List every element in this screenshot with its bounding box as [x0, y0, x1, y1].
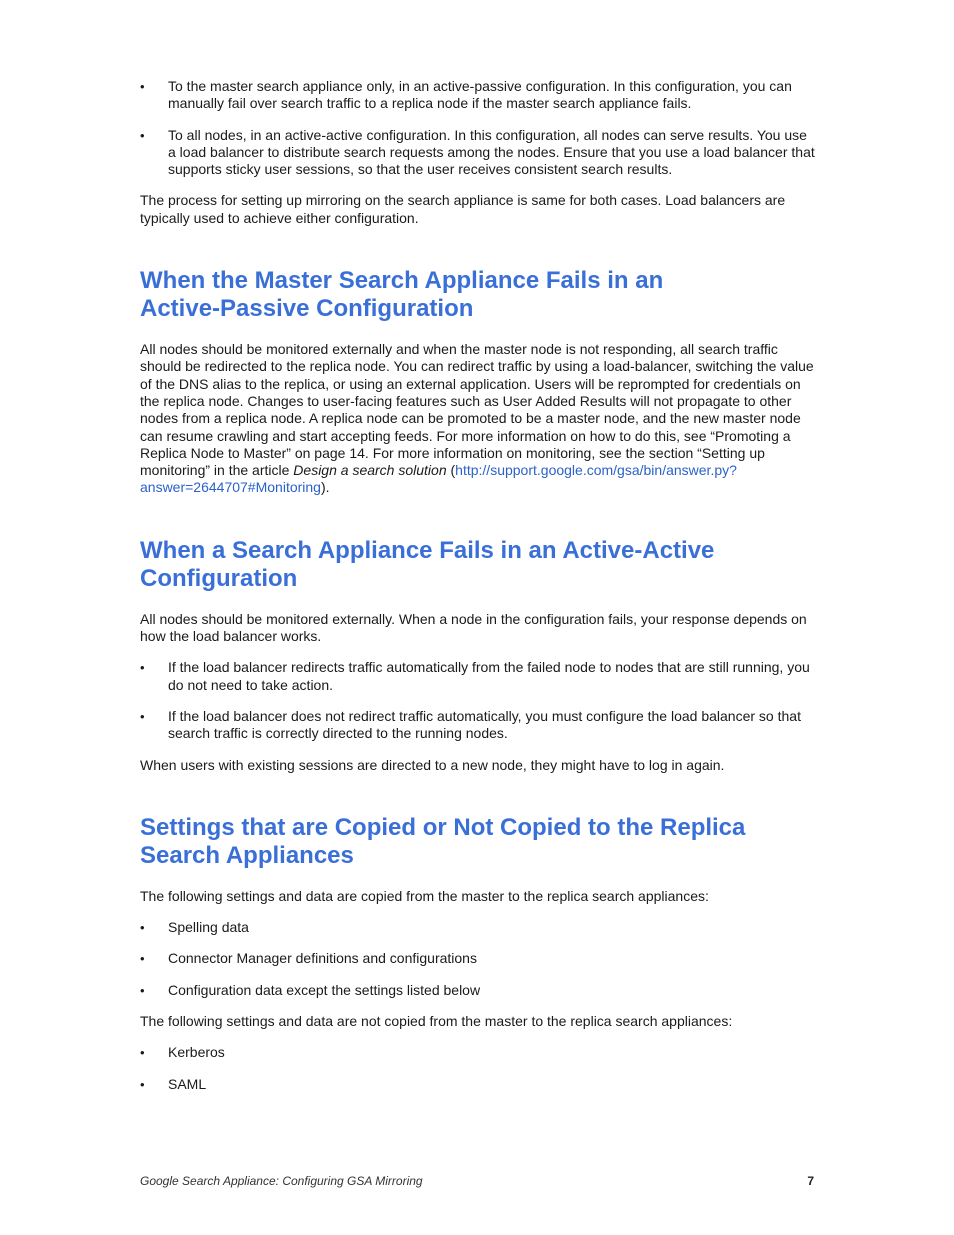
bullet-icon: •	[140, 127, 145, 143]
bullet-text: To the master search appliance only, in an active-passive configuration. In this configuration, you can manually fail over search traffic to a replica node if the master search appliance fails.	[168, 78, 792, 112]
bullet-text: Connector Manager definitions and configurations	[168, 950, 477, 967]
article-title: Design a search solution	[293, 462, 447, 479]
section-heading-replica-settings: Settings that are Copied or Not Copied to the Replica Search Appliances	[140, 813, 746, 869]
bullet-text: Spelling data	[168, 919, 249, 936]
footer-page-number: 7	[807, 1174, 814, 1188]
list-item	[140, 127, 816, 179]
copied-intro: The following settings and data are copied from the master to the replica search appliances:	[140, 887, 709, 904]
active-passive-paragraph: All nodes should be monitored externally and when the master node is not responding, all search traffic should be redirected to the replica node. You can redirect traffic by using a load-balancer, switching the value of the DNS alias to the replica, or using an external application. Users will be reprompted for credentials on the replica node. Changes to user-facing features such as User Added Results will not propagate to other nodes from a replica node. A replica node can be promoted to be a master node, and the new master node can resume crawling and start accepting feeds. For more information on how to do this, see “Promoting a Replica Node to Master” on page 14. For more information on monitoring, see the section “Setting up monitoring” in the article Design a search solution (http://support.google.com/gsa/bin/answer.py?answer=2644707#Monitoring).	[140, 341, 814, 496]
footer-document-title: Google Search Appliance: Configuring GSA Mirroring	[140, 1174, 423, 1188]
list-item	[140, 708, 816, 743]
active-active-paragraph: All nodes should be monitored externally. When a node in the configuration fails, your response depends on how the load balancer works.	[140, 610, 807, 645]
bullet-text: To all nodes, in an active-active configuration. In this configuration, all nodes can serve results. You use a load balancer to distribute search requests among the nodes. Ensure that you use a load balancer that supports sticky user sessions, so that the user receives consistent search results.	[168, 126, 815, 178]
bullet-text: If the load balancer redirects traffic automatically from the failed node to nodes that are still running, you do not need to take action.	[168, 659, 810, 693]
bullet-text: If the load balancer does not redirect traffic automatically, you must configure the load balancer so that search traffic is correctly directed to the running nodes.	[168, 707, 801, 742]
bullet-text: SAML	[168, 1075, 207, 1092]
intro-paragraph: The process for setting up mirroring on the search appliance is same for both cases. Load balancers are typically used to achieve either configuration.	[140, 192, 786, 226]
active-active-closing: When users with existing sessions are directed to a new node, they might have to log in again.	[140, 756, 725, 773]
list-item	[140, 919, 816, 936]
section-heading-active-active: When a Search Appliance Fails in an Active-Active Configuration	[140, 536, 715, 592]
bullet-icon: •	[140, 951, 145, 967]
list-item	[140, 982, 816, 999]
bullet-icon: •	[140, 920, 145, 936]
bullet-icon: •	[140, 982, 145, 998]
bullet-text: Kerberos	[168, 1044, 225, 1061]
bullet-icon: •	[140, 1045, 145, 1061]
bullet-text: Configuration data except the settings listed below	[168, 981, 481, 998]
list-item	[140, 78, 816, 113]
bullet-icon: •	[140, 708, 145, 724]
bullet-icon: •	[140, 79, 145, 94]
section-heading-active-passive: When the Master Search Appliance Fails in an Active-Passive Configuration	[140, 267, 664, 323]
list-item	[140, 950, 816, 967]
list-item	[140, 659, 816, 694]
list-item	[140, 1076, 816, 1093]
document-body	[140, 78, 816, 1093]
list-item	[140, 1044, 816, 1061]
not-copied-intro: The following settings and data are not copied from the master to the replica search appliances:	[140, 1013, 733, 1030]
bullet-icon: •	[140, 660, 145, 676]
monitoring-link[interactable]: http://support.google.com/gsa/bin/answer.py?answer=2644707#Monitoring	[140, 462, 737, 496]
bullet-icon: •	[140, 1076, 145, 1092]
